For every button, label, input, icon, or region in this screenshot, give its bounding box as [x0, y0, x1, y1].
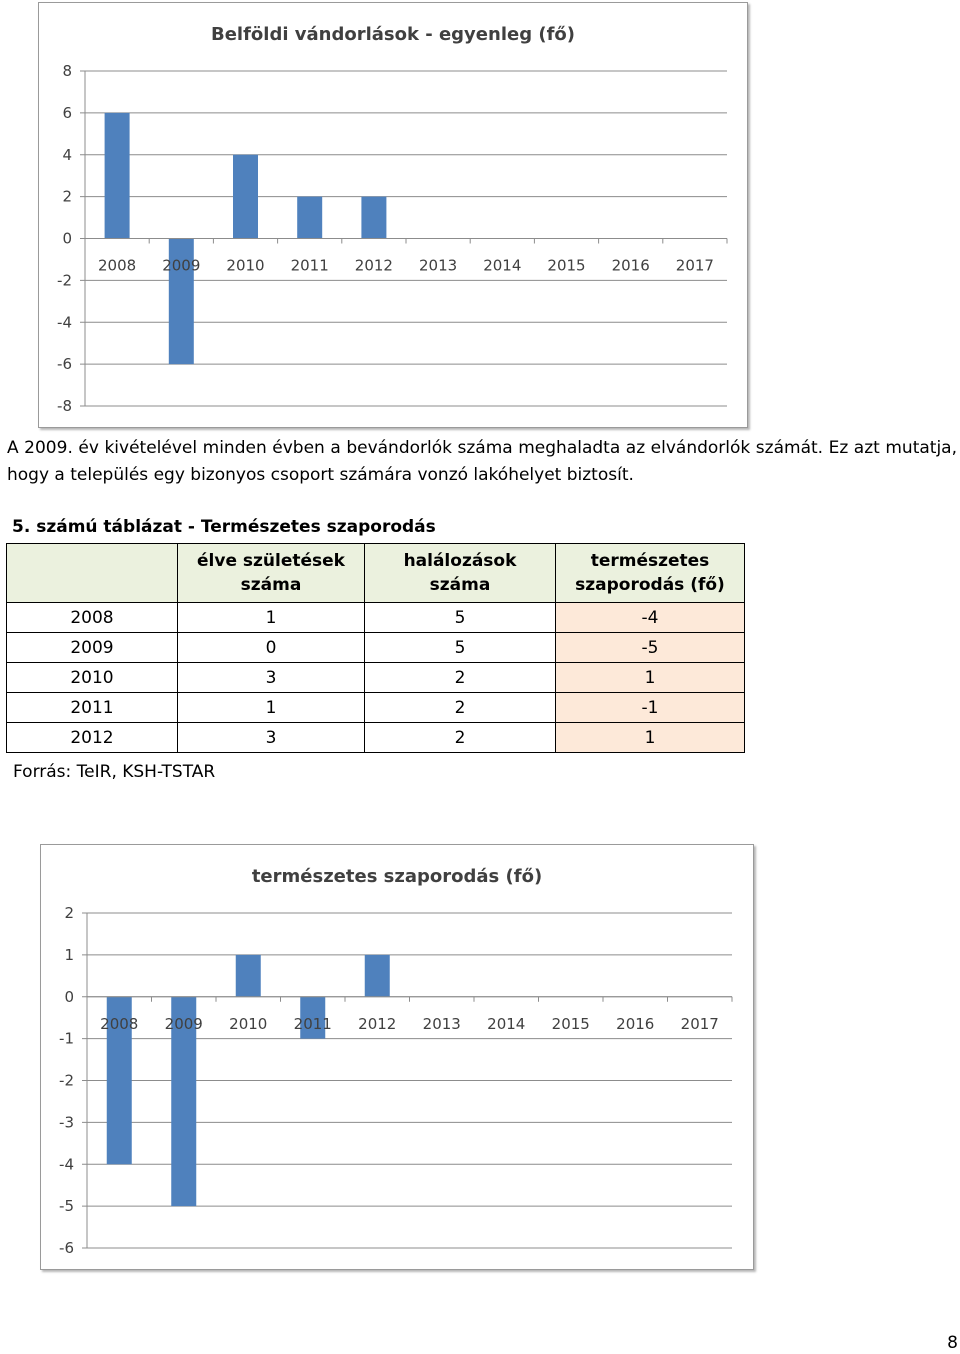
- y-tick-label: 6: [62, 103, 72, 122]
- header-natural-increase: természetes szaporodás (fő): [556, 544, 745, 603]
- cell-year: 2008: [7, 603, 178, 633]
- y-tick-label: -6: [57, 355, 72, 374]
- bar-2011: [297, 197, 322, 239]
- y-tick-label: -6: [59, 1239, 74, 1257]
- x-tick-label: 2013: [419, 256, 458, 275]
- x-tick-label: 2008: [98, 256, 137, 275]
- x-tick-label: 2011: [290, 256, 329, 275]
- table-row: [7, 693, 745, 723]
- chart-title: természetes szaporodás (fő): [251, 866, 543, 887]
- cell-year: 2011: [7, 693, 178, 723]
- y-tick-label: 2: [64, 904, 74, 922]
- x-tick-label: 2012: [354, 256, 393, 275]
- table-source: Forrás: TeIR, KSH-TSTAR: [13, 762, 216, 782]
- x-tick-label: 2010: [229, 1014, 268, 1033]
- table-row: [7, 663, 745, 693]
- table-caption: 5. számú táblázat - Természetes szaporodás: [12, 517, 436, 537]
- migration-balance-chart: [38, 2, 748, 428]
- natural-increase-table: [6, 543, 745, 753]
- bar-2012: [365, 955, 390, 997]
- cell-natural-increase: -4: [556, 603, 745, 633]
- cell-deaths: 2: [365, 663, 556, 693]
- cell-deaths: 2: [365, 723, 556, 753]
- cell-year: 2009: [7, 633, 178, 663]
- cell-natural-increase: -5: [556, 633, 745, 663]
- cell-natural-increase: -1: [556, 693, 745, 723]
- bar-2008: [105, 113, 130, 239]
- chart-title: Belföldi vándorlások - egyenleg (fő): [210, 24, 576, 45]
- y-tick-label: -1: [59, 1029, 74, 1048]
- y-tick-label: 2: [62, 187, 72, 206]
- x-tick-label: 2009: [162, 256, 201, 275]
- x-tick-label: 2015: [547, 256, 586, 275]
- cell-year: 2012: [7, 723, 178, 753]
- migration-balance-chart-svg: [39, 3, 747, 427]
- y-tick-label: -5: [59, 1197, 74, 1216]
- y-tick-label: -8: [57, 397, 72, 415]
- cell-births: 0: [178, 633, 365, 663]
- table-row: [7, 723, 745, 753]
- header-year: [7, 544, 178, 603]
- header-deaths: halálozások száma: [365, 544, 556, 603]
- x-tick-label: 2016: [616, 1014, 655, 1033]
- y-tick-label: 4: [62, 145, 72, 164]
- cell-year: 2010: [7, 663, 178, 693]
- cell-natural-increase: 1: [556, 663, 745, 693]
- cell-births: 1: [178, 693, 365, 723]
- x-tick-label: 2012: [358, 1014, 397, 1033]
- x-tick-label: 2014: [487, 1014, 526, 1033]
- x-tick-label: 2009: [164, 1014, 203, 1033]
- x-tick-label: 2015: [551, 1014, 590, 1033]
- cell-deaths: 5: [365, 603, 556, 633]
- cell-births: 1: [178, 603, 365, 633]
- cell-births: 3: [178, 723, 365, 753]
- y-tick-label: -2: [57, 271, 72, 290]
- natural-increase-chart: [40, 844, 754, 1270]
- cell-deaths: 2: [365, 693, 556, 723]
- table-header-row: [7, 544, 745, 603]
- table-row: [7, 603, 745, 633]
- cell-natural-increase: 1: [556, 723, 745, 753]
- x-tick-label: 2017: [675, 256, 714, 275]
- y-tick-label: 0: [62, 229, 72, 248]
- cell-deaths: 5: [365, 633, 556, 663]
- body-paragraph: A 2009. év kivételével minden évben a bevándorlók száma meghaladta az elvándorlók számát. Ez azt mutatja, hogy a település egy bizonyos csoport számára vonzó lakóhelyet biztosít.: [7, 438, 957, 485]
- x-tick-label: 2017: [680, 1014, 719, 1033]
- bar-2010: [233, 155, 258, 239]
- y-tick-label: -2: [59, 1071, 74, 1090]
- x-tick-label: 2014: [483, 256, 522, 275]
- x-tick-label: 2016: [611, 256, 650, 275]
- x-tick-label: 2008: [100, 1014, 139, 1033]
- cell-births: 3: [178, 663, 365, 693]
- y-tick-label: 8: [62, 62, 72, 80]
- bar-2010: [236, 955, 261, 997]
- y-tick-label: -4: [57, 313, 72, 332]
- x-tick-label: 2010: [226, 256, 265, 275]
- natural-increase-chart-svg: [41, 845, 753, 1269]
- x-tick-label: 2011: [293, 1014, 332, 1033]
- y-tick-label: 1: [64, 945, 74, 964]
- y-tick-label: -4: [59, 1155, 74, 1174]
- x-tick-label: 2013: [422, 1014, 461, 1033]
- bar-2012: [361, 197, 386, 239]
- page-number: 8: [947, 1333, 958, 1353]
- y-tick-label: -3: [59, 1113, 74, 1132]
- table-row: [7, 633, 745, 663]
- y-tick-label: 0: [64, 987, 74, 1006]
- header-births: élve születések száma: [178, 544, 365, 603]
